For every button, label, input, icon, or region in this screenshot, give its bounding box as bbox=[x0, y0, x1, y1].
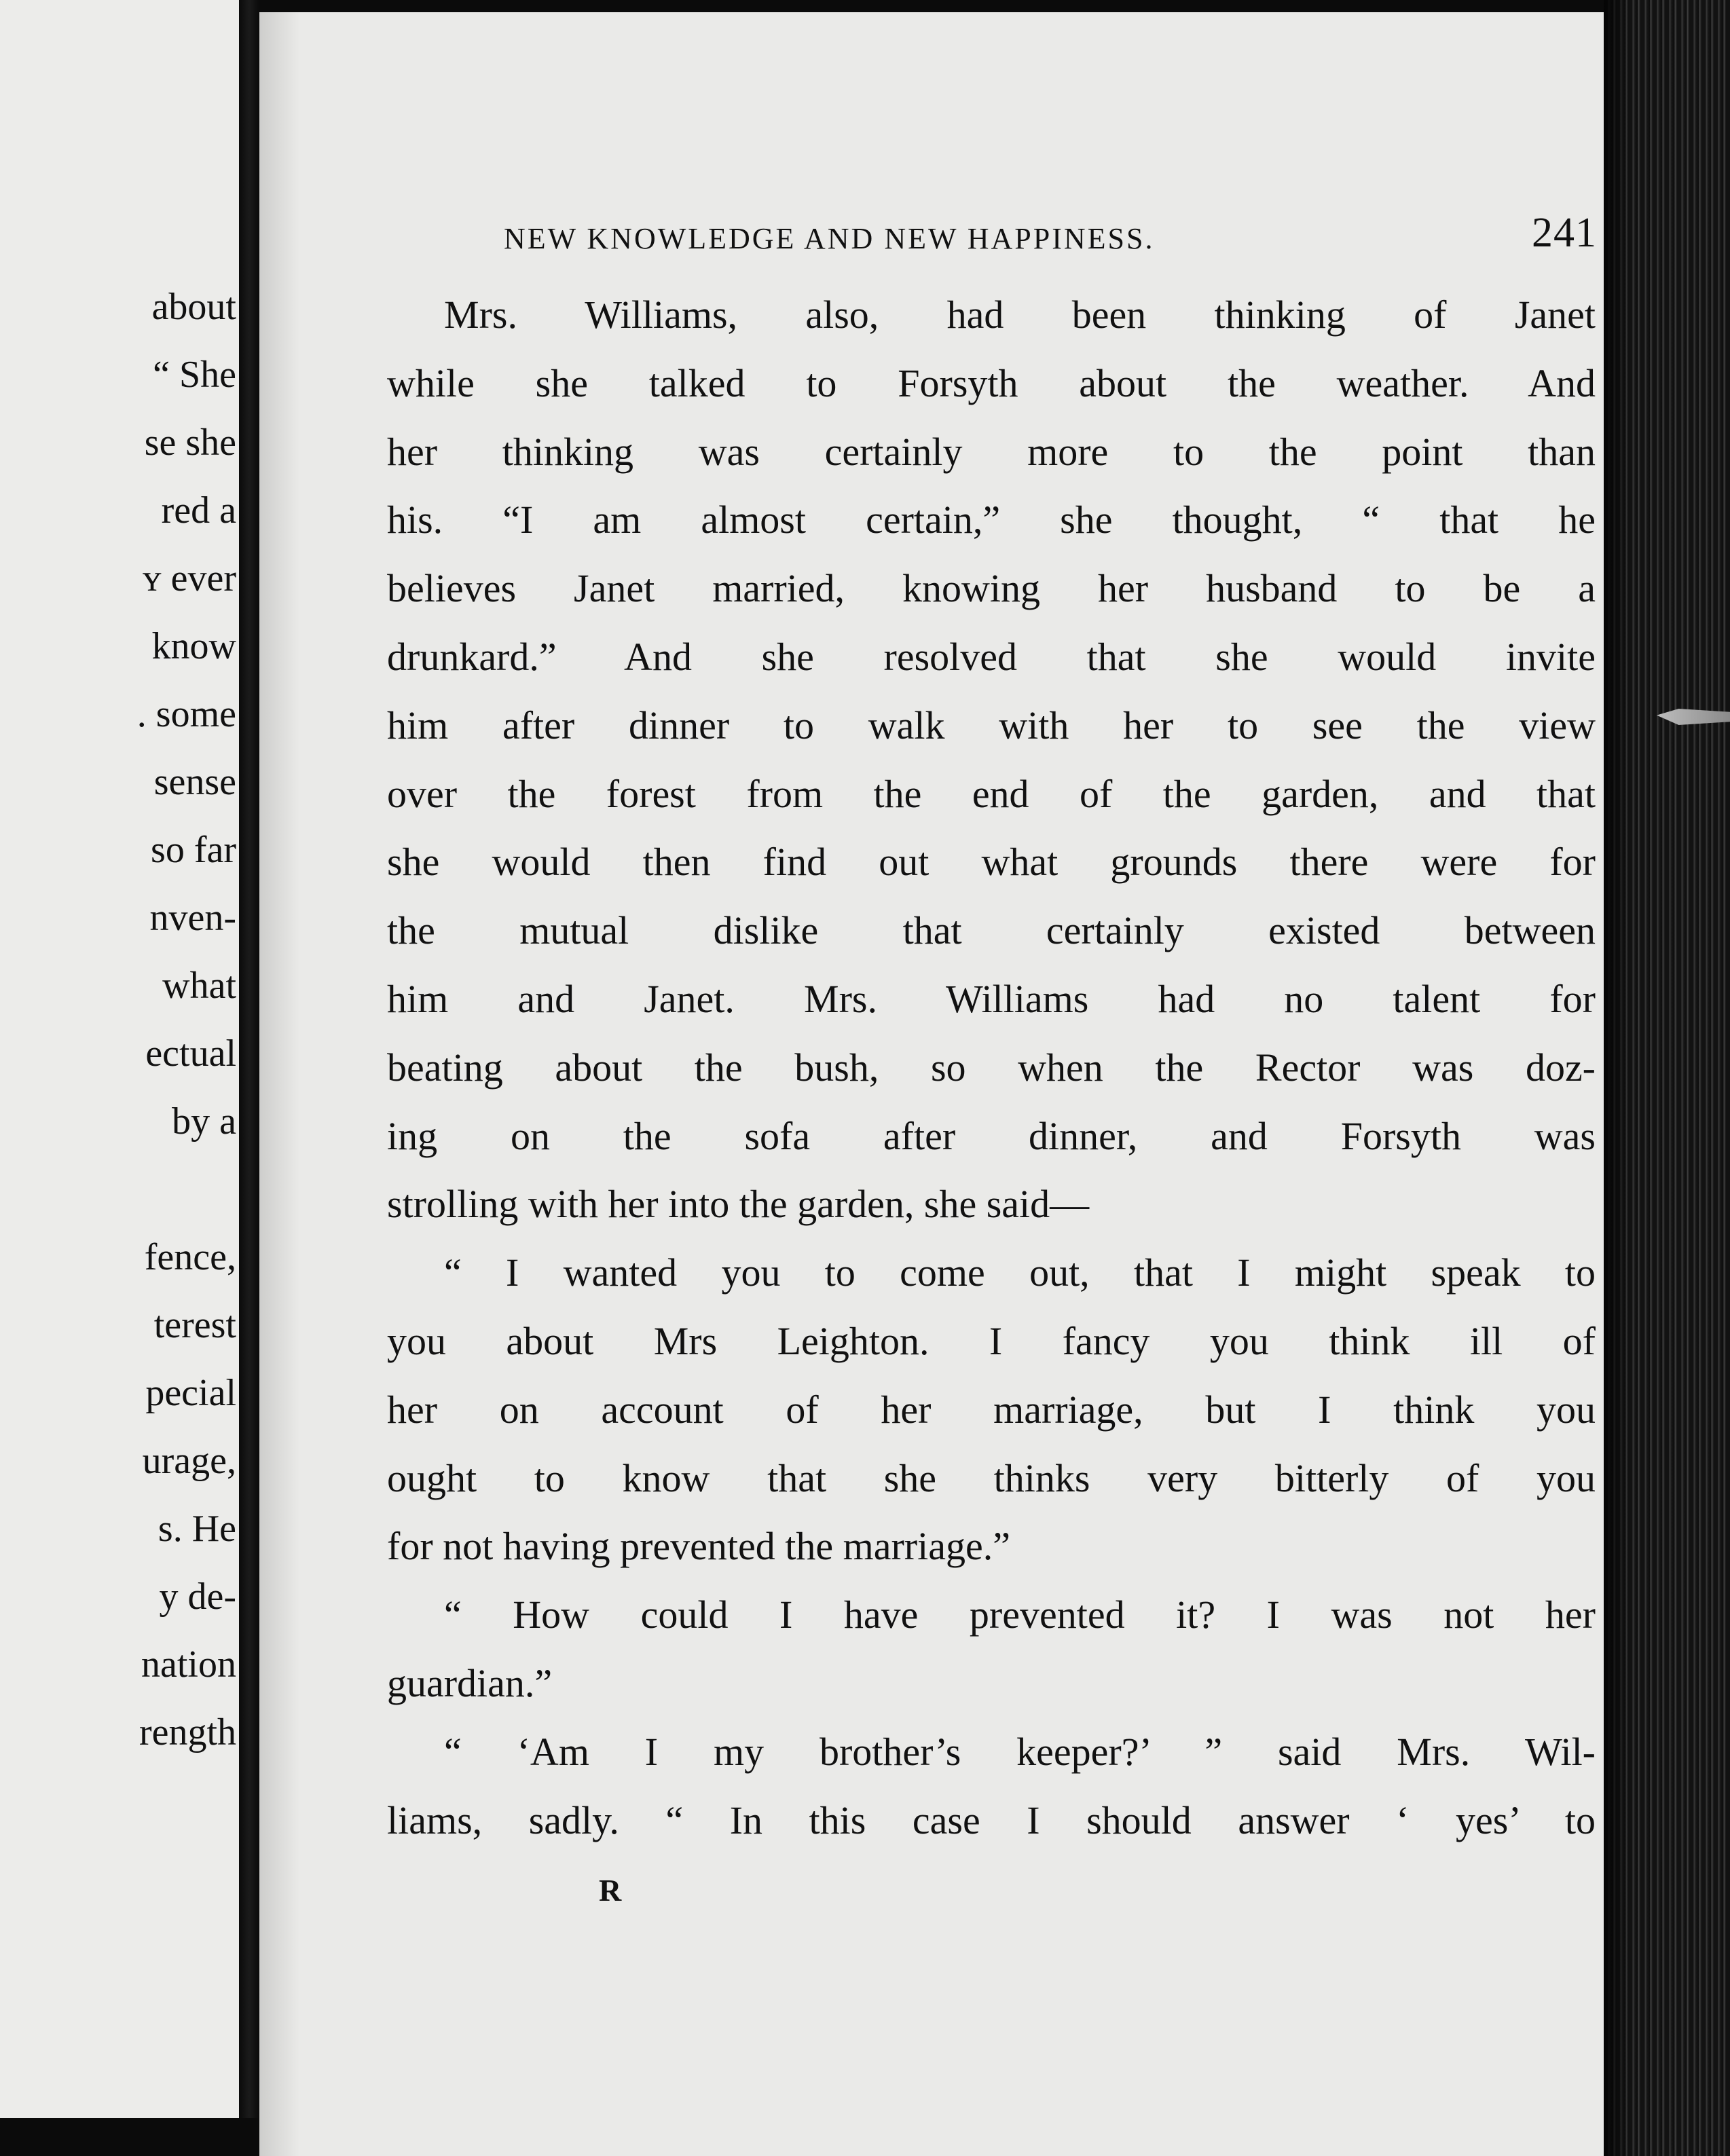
signature-mark: R bbox=[599, 1873, 622, 1908]
left-fragment: so far bbox=[151, 829, 236, 871]
left-fragment: red a bbox=[161, 489, 236, 532]
previous-page bbox=[0, 0, 239, 2118]
text-line: her on account of her marriage, but I think you bbox=[387, 1387, 1596, 1432]
text-line: strolling with her into the garden, she said— bbox=[387, 1182, 1090, 1227]
left-fragment: s. He bbox=[158, 1508, 236, 1550]
left-fragment: ʏ ever bbox=[143, 557, 236, 599]
text-line: over the forest from the end of the garden, and that bbox=[387, 771, 1596, 816]
running-head-title: NEW KNOWLEDGE AND NEW HAPPINESS. bbox=[504, 222, 1155, 255]
text-line: while she talked to Forsyth about the weather. And bbox=[387, 360, 1596, 405]
text-line: him and Janet. Mrs. Williams had no talent for bbox=[387, 976, 1596, 1021]
text-line: him after dinner to walk with her to see the view bbox=[387, 703, 1596, 747]
text-line: “ I wanted you to come out, that I might speak to bbox=[444, 1250, 1596, 1295]
text-line: Mrs. Williams, also, had been thinking of Janet bbox=[444, 293, 1596, 337]
left-fragment: sense bbox=[153, 761, 236, 803]
left-fragment: urage, bbox=[142, 1440, 236, 1482]
text-line: her thinking was certainly more to the point than bbox=[387, 429, 1596, 474]
text-line: beating about the bush, so when the Rector was doz- bbox=[387, 1045, 1596, 1090]
body-text bbox=[387, 281, 1596, 1855]
left-fragment: . some bbox=[136, 693, 236, 735]
text-line: liams, sadly. “ In this case I should answer ‘ yes’ to bbox=[387, 1798, 1596, 1842]
text-line: guardian.” bbox=[387, 1660, 553, 1705]
text-line: believes Janet married, knowing her husband to be a bbox=[387, 566, 1596, 611]
left-fragment: se she bbox=[144, 422, 236, 464]
text-line: the mutual dislike that certainly existed between bbox=[387, 908, 1596, 953]
left-fragment: know bbox=[151, 625, 236, 667]
left-fragment: y de- bbox=[159, 1576, 236, 1618]
left-fragment: pecial bbox=[145, 1372, 236, 1414]
text-line: for not having prevented the marriage.” bbox=[387, 1524, 1010, 1569]
left-fragment: nven- bbox=[149, 897, 236, 939]
text-line: drunkard.” And she resolved that she would invite bbox=[387, 634, 1596, 679]
left-fragment: terest bbox=[153, 1304, 236, 1346]
text-line: “ How could I have prevented it? I was not her bbox=[444, 1593, 1596, 1637]
left-fragment: nation bbox=[141, 1643, 236, 1686]
text-line: “ ‘Am I my brother’s keeper?’ ” said Mrs. Wil- bbox=[444, 1729, 1596, 1774]
text-line: his. “I am almost certain,” she thought, “ that he bbox=[387, 498, 1596, 542]
text-line: ing on the sofa after dinner, and Forsyth was bbox=[387, 1113, 1596, 1158]
page-number: 241 bbox=[1532, 210, 1597, 256]
text-line: she would then find out what grounds there were for bbox=[387, 840, 1596, 885]
scan-border bbox=[0, 2118, 259, 2156]
left-fragment: what bbox=[162, 965, 236, 1007]
book-edge bbox=[1604, 0, 1730, 2156]
text-line: you about Mrs Leighton. I fancy you think ill of bbox=[387, 1318, 1596, 1363]
left-fragment: by a bbox=[172, 1100, 236, 1142]
left-fragment: fence, bbox=[144, 1236, 236, 1278]
book-gutter bbox=[239, 0, 259, 2156]
book-page bbox=[259, 12, 1604, 2156]
left-fragment: about bbox=[151, 286, 236, 328]
left-fragment: rength bbox=[139, 1711, 236, 1753]
text-line: ought to know that she thinks very bitterly of you bbox=[387, 1455, 1596, 1500]
left-fragment: “ She bbox=[153, 354, 236, 396]
left-fragment: ectual bbox=[145, 1033, 236, 1075]
